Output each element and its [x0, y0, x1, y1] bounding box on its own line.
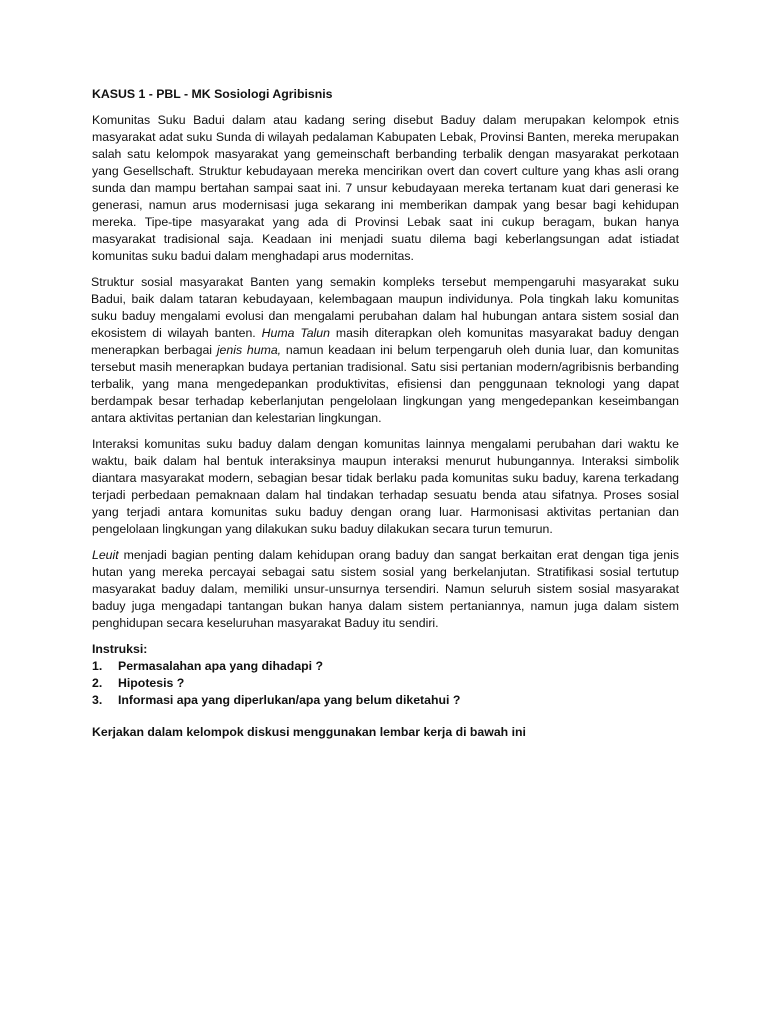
instruction-item	[92, 692, 679, 709]
instruction-item	[92, 658, 679, 675]
paragraph-2-part-a: Struktur sosial masyarakat Banten yang semakin kompleks tersebut mempengaruhi masyarakat suku Badui, baik dalam tataran kebudayaan, kelembagaan maupun individunya. Pola tingkah laku komunitas suku baduy mengalami evolusi dan mengalami perubahan dalam hal hubungan antara sistem sosial dan ekosistem di wilayah banten.	[91, 275, 679, 340]
instructions-list	[92, 658, 679, 709]
instruction-number: 1.	[92, 659, 103, 673]
paragraph-2-italic-jenis-huma: jenis huma,	[216, 343, 282, 357]
paragraph-1: Komunitas Suku Badui dalam atau kadang sering disebut Baduy dalam merupakan kelompok etnis masyarakat adat suku Sunda di wilayah pedalaman Kabupaten Lebak, Provinsi Banten, mereka merupakan salah satu kelompok masyarakat yang gemeinschaft berbanding terbalik dengan masyarakat perkotaan yang Gesellschaft. Struktur kebudayaan mereka mencirikan overt dan covert culture yang khas asli orang sunda dan mampu bertahan sampai saat ini. 7 unsur kebudayaan mereka tertanam kuat dari generasi ke generasi, namun arus modernisasi juga sekarang ini memberikan dampak yang besar bagi kehidupan mereka. Tipe-tipe masyarakat yang ada di Provinsi Lebak saat ini cukup beragam, bukan hanya masyarakat tradisional saja. Keadaan ini menjadi suatu dilema bagi keberlangsungan adat istiadat komunitas suku badui dalam menghadapi arus modernitas.	[92, 113, 679, 263]
instructions-heading: Instruksi:	[92, 642, 148, 656]
instruction-text: Informasi apa yang diperlukan/apa yang belum diketahui ?	[118, 693, 461, 707]
document-title: KASUS 1 - PBL - MK Sosiologi Agribisnis	[92, 87, 333, 101]
document-page	[92, 86, 679, 741]
instruction-number: 2.	[92, 676, 103, 690]
instruction-text: Hipotesis ?	[118, 676, 185, 690]
paragraph-4-part-b: menjadi bagian penting dalam kehidupan orang baduy dan sangat berkaitan erat dengan tiga jenis hutan yang mereka percayai sebagai satu sistem sosial yang berkelanjutan. Stratifikasi sosial tertutup masyarakat baduy dalam, memiliki unsur-unsurnya tersendiri. Namun seluruh sistem sosial masyarakat baduy juga mengadapi tantangan bukan hanya dalam sistem pertaniannya, namun juga dalam sistem penghidupan secara keseluruhan masyarakat Baduy itu sendiri.	[92, 548, 679, 630]
paragraph-2-part-c: masih diterapkan oleh komunitas masyarakat baduy dengan menerapkan berbagai	[91, 326, 679, 357]
paragraph-2	[91, 274, 679, 427]
paragraph-3: Interaksi komunitas suku baduy dalam dengan komunitas lainnya mengalami perubahan dari waktu ke waktu, baik dalam hal bentuk interaksinya maupun interaksi menurut hubungannya. Interaksi simbolik diantara masyarakat modern, sebagian besar tidak berlaku pada komunitas suku baduy, karena terkadang terjadi perbedaan pemaknaan dalam hal tindakan terhadap sesuatu benda atau sifatnya. Proses sosial yang terjadi antara komunitas suku baduy dengan orang luar. Harmonisasi aktivitas pertanian dan pengelolaan lingkungan yang dilakukan suku baduy dilakukan secara turun temurun.	[92, 437, 679, 536]
paragraph-4	[92, 547, 679, 632]
paragraph-2-italic-huma-talun: Huma Talun	[261, 326, 330, 340]
paragraph-2-part-e: namun keadaan ini belum terpengaruh oleh dunia luar, dan komunitas tersebut masih menerapkan budaya pertanian tradisional. Satu sisi pertanian modern/agribisnis berbanding terbalik, yang mana mengedepankan produktivitas, efisiensi dan penggunaan teknologi yang dapat berdampak besar terhadap keberlanjutan pengelolaan lingkungan yang mengedepankan keseimbangan antara aktivitas pertanian dan kelestarian lingkungan.	[91, 343, 680, 425]
instruction-text: Permasalahan apa yang dihadapi ?	[118, 659, 324, 673]
closing-instruction: Kerjakan dalam kelompok diskusi menggunakan lembar kerja di bawah ini	[92, 725, 526, 739]
instruction-item	[92, 675, 679, 692]
paragraph-4-italic-leuit: Leuit	[92, 548, 119, 562]
instruction-number: 3.	[92, 693, 103, 707]
